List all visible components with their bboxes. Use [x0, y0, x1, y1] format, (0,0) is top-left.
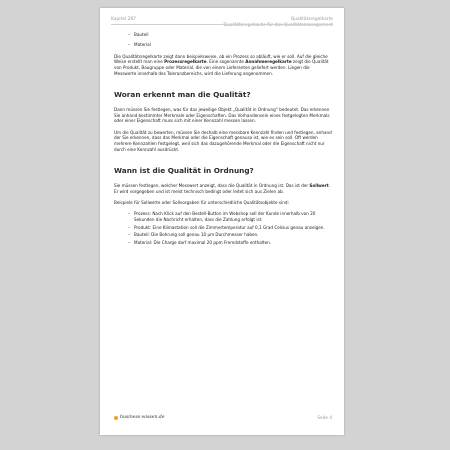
paragraph-quality-definition: Dann müssen Sie festlegen, was für das jeweilige Objekt „Qualität in Ordnung“ bedeutet. Das erkennen Sie anhand bestimmter Merkmale oder Eigenschaften. Das Vorhandensein eines festgelegten Merkmals oder einer Eigenschaft muss sich mit einer Kennzahl messen lassen.	[114, 106, 330, 124]
paragraph-kennzahl: Um die Qualität zu bewerten, müssen Sie deshalb eine messbare Kennzahl finden und festlegen, anhand der Sie erkennen, dass das Merkmal oder die Eigenschaft genauso ist, wie es sein soll. Oft werden mehrere Kennzahlen festgelegt, weil sich das dazugehörende Merkmal oder die Eigenschaft nicht nur durch eine Kennzahl ausdrückt.	[114, 129, 332, 152]
list-item: – Material	[128, 42, 332, 48]
footer-logo	[114, 415, 165, 420]
document-page	[100, 8, 344, 435]
list-item: – Bauteil: Die Bohrung soll genau 10 µm Durchmesser haben.	[128, 232, 332, 238]
running-header	[223, 17, 333, 29]
paragraph-sollwert	[114, 183, 332, 195]
term-prozessregelkarte: Prozessregelkarte	[164, 59, 207, 65]
text-run: Sie müssen festlegen, welcher Messwert anzeigt, dass die Qualität in Ordnung ist. Das ist der	[114, 182, 310, 188]
term-sollwert: Sollwert	[309, 182, 329, 188]
list-item: – Produkt: Eine Klimastation soll die Zimmertemperatur auf 0,1 Grad Celsius genau anzeigen.	[128, 225, 332, 231]
intro-list	[114, 32, 332, 48]
chapter-label: Kapitel 287	[111, 17, 136, 22]
text-run: . Er wird vorgegeben und ist meist technisch bedingt oder leitet sich aus Zielen ab.	[114, 182, 331, 194]
list-item: – Prozess: Nach Klick auf den Bestell-Button im Webshop soll der Kunde innerhalb von 20 Sekunden die Nachricht erhalten, dass die Zahlung erfolgt ist.	[128, 211, 332, 223]
term-annahmeregelkarte: Annahmeregelkarte	[245, 59, 292, 65]
section-heading-quality: Woran erkennt man die Qualität?	[114, 89, 251, 99]
paragraph-regelkarten	[114, 54, 332, 77]
text-run: zeigt die Qualität von Produkt, Baugruppe oder Material, die von einem Lieferanten geliefert werden. Liegen die Messwerte innerhalb des Toleranzbereichs, wird die Lieferung angenommen.	[114, 59, 329, 76]
running-header-title: Qualitätsregelkarte	[290, 17, 333, 22]
text-run: Die Qualitätsregelkarte zeigt dann beispielsweise, ob ein Prozess so abläuft, wie er soll. Auf die gleiche Weise erstellt man eine	[114, 53, 328, 65]
logo-dot-icon	[114, 416, 118, 420]
list-item: – Bauteil	[128, 32, 332, 38]
page-content	[114, 32, 332, 252]
section-heading-in-order: Wann ist die Qualität in Ordnung?	[114, 165, 254, 175]
page-number: Seite 4	[317, 415, 332, 420]
text-run: . Eine sogenannte	[206, 59, 246, 65]
header-divider	[111, 24, 333, 25]
list-item: – Material: Die Charge darf maximal 20 ppm Fremdstoffe enthalten.	[128, 240, 332, 246]
logo-text: business-wissen.de	[120, 415, 165, 420]
examples-list	[114, 211, 332, 246]
paragraph-examples-intro: Beispiele für Sollwerte oder Sollvorgaben für unterschiedliche Qualitätsobjekte sind:	[114, 199, 289, 205]
running-header-subtitle: Qualitätsregelkarte für das Qualitätsmanagement	[223, 23, 333, 28]
